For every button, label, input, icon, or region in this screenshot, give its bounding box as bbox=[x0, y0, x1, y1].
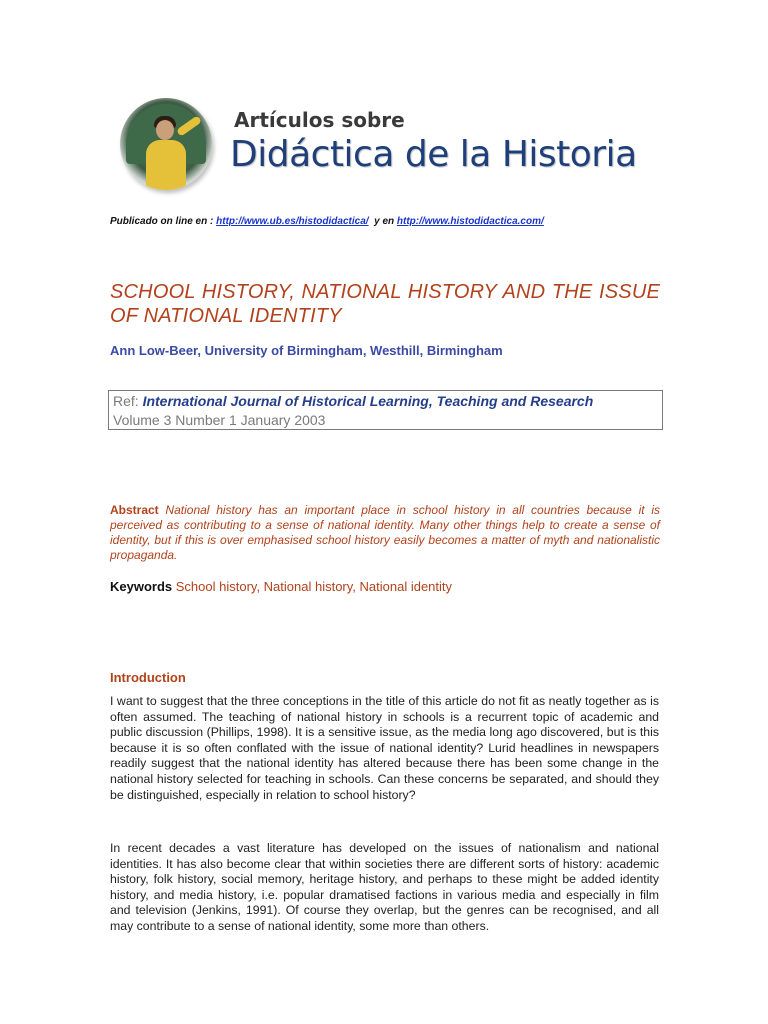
logo-subtitle: Artículos sobre bbox=[234, 108, 405, 132]
published-online-line: Publicado on line en : http://www.ub.es/histodidactica/ y en http://www.histodidactica.com/ bbox=[110, 216, 544, 227]
histodidactica-com-link[interactable]: http://www.histodidactica.com/ bbox=[396, 216, 544, 227]
introduction-paragraph-2: In recent decades a vast literature has developed on the issues of nationalism and national identities. It has also become clear that within societies there are different sorts of history: academic history, folk history, social memory, heritage history, and perhaps to these might be added identity history, and media history, i.e. popular dramatised factions in various media and especially in film and television (Jenkins, 1991). Of course they overlap, but the genres can be recognised, and all may contribute to a sense of national identity, some more than others. bbox=[110, 841, 659, 933]
ref-label: Ref: bbox=[113, 393, 143, 409]
journal-name: International Journal of Historical Learning, Teaching and Research bbox=[142, 393, 594, 409]
introduction-heading: Introduction bbox=[110, 670, 186, 685]
histodidactica-ub-link[interactable]: http://www.ub.es/histodidactica/ bbox=[216, 216, 369, 227]
abstract-text: National history has an important place in school history in all countries because it is perceived as contributing to a sense of national identity. Many other things help to create a sense of identity, but if this is over emphasised school history easily becomes a matter of myth and nationalistic propaganda. bbox=[110, 503, 660, 562]
logo-title: Didáctica de la Historia bbox=[230, 134, 637, 175]
article-title: SCHOOL HISTORY, NATIONAL HISTORY AND THE ISSUE OF NATIONAL IDENTITY bbox=[110, 281, 660, 327]
keywords-text: School history, National history, National identity bbox=[172, 579, 453, 594]
article-author: Ann Low-Beer, University of Birmingham, Westhill, Birmingham bbox=[110, 343, 503, 358]
keywords bbox=[110, 579, 452, 594]
abstract-label: Abstract bbox=[110, 503, 159, 517]
introduction-paragraph-1: I want to suggest that the three conceptions in the title of this article do not fit as neatly together as is often assumed. The teaching of national history in schools is a recurrent topic of academic and public discussion (Phillips, 1998). It is a sensitive issue, as the media long ago discovered, but is this because it is so often conflated with the issue of national identity? Lurid headlines in newspapers readily suggest that the national identity has altered because there has been some change in the national history selected for teaching in schools. Can these concerns be separated, and should they be distinguished, especially in relation to school history? bbox=[110, 694, 659, 802]
teacher-at-blackboard-image bbox=[120, 98, 212, 190]
site-logo bbox=[118, 92, 658, 202]
keywords-label: Keywords bbox=[110, 579, 173, 594]
journal-volume: Volume 3 Number 1 January 2003 bbox=[113, 412, 326, 428]
reference-box bbox=[108, 390, 663, 430]
abstract bbox=[110, 503, 660, 563]
